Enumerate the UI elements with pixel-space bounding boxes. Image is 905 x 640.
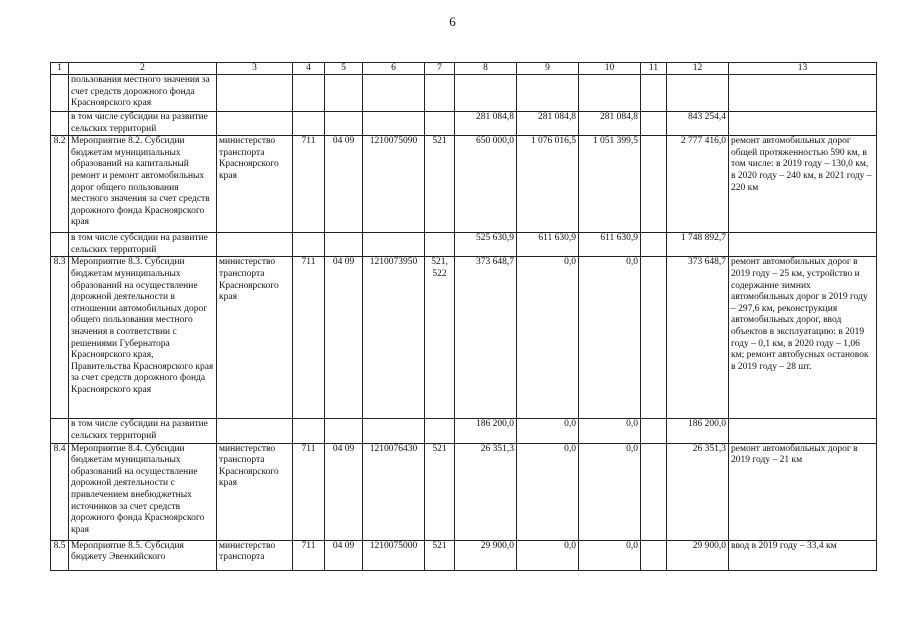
table-body: [51, 63, 877, 571]
expected-result-cell: ремонт автомобильных дорог общей протяженностью 590 км, в том числе: в 2019 году – 130,0 км, в 2020 году – 240 км, в 2021 году – 220 км: [729, 136, 877, 233]
column-header: 11: [641, 63, 667, 75]
column-header: 6: [363, 63, 425, 75]
code-expense-cell: [425, 75, 455, 112]
amount-2021-cell: 281 084,8: [579, 112, 641, 136]
column-header: 9: [517, 63, 579, 75]
code-section-cell: 04 09: [325, 136, 363, 233]
column-11-cell: [641, 540, 667, 570]
code-section-cell: 04 09: [325, 443, 363, 540]
executor-cell: министерство транспорта Красноярского края: [217, 257, 293, 419]
row-number-cell: 8.2: [51, 136, 69, 233]
amount-2021-cell: 1 051 399,5: [579, 136, 641, 233]
amount-2021-cell: 0,0: [579, 257, 641, 419]
amount-2021-cell: [579, 75, 641, 112]
amount-2020-cell: 611 630,9: [517, 233, 579, 257]
executor-cell: [217, 233, 293, 257]
table-row: [51, 233, 877, 257]
amount-2020-cell: 1 076 016,5: [517, 136, 579, 233]
amount-total-cell: 186 200,0: [667, 419, 729, 443]
column-header: 8: [455, 63, 517, 75]
amount-2020-cell: 0,0: [517, 540, 579, 570]
code-target-cell: 1210075000: [363, 540, 425, 570]
column-header: 2: [69, 63, 217, 75]
amount-total-cell: [667, 75, 729, 112]
table-row: [51, 443, 877, 540]
code-grbs-cell: [293, 233, 325, 257]
code-target-cell: [363, 419, 425, 443]
table-row: [51, 136, 877, 233]
executor-cell: [217, 75, 293, 112]
column-11-cell: [641, 257, 667, 419]
code-grbs-cell: 711: [293, 136, 325, 233]
table-row: [51, 75, 877, 112]
table-row: [51, 257, 877, 419]
column-header: 3: [217, 63, 293, 75]
code-expense-cell: [425, 419, 455, 443]
column-header: 7: [425, 63, 455, 75]
column-header: 5: [325, 63, 363, 75]
code-grbs-cell: [293, 419, 325, 443]
row-number-cell: [51, 419, 69, 443]
code-grbs-cell: 711: [293, 443, 325, 540]
code-section-cell: 04 09: [325, 257, 363, 419]
amount-2019-cell: 281 084,8: [455, 112, 517, 136]
column-11-cell: [641, 136, 667, 233]
amount-2021-cell: 0,0: [579, 419, 641, 443]
header-row: [51, 63, 877, 75]
code-target-cell: 1210076430: [363, 443, 425, 540]
executor-cell: министерство транспорта Красноярского края: [217, 443, 293, 540]
activity-name-cell: Мероприятие 8.3. Субсидии бюджетам муниципальных образований на осуществление дорожной деятельности в отношении автомобильных дорог общего пользования местного значения в соответствии с решениями Губернатора Красноярского края, Правительства Красноярского края за счет средств дорожного фонда Красноярского края: [69, 257, 217, 419]
row-number-cell: [51, 75, 69, 112]
amount-total-cell: 1 748 892,7: [667, 233, 729, 257]
code-target-cell: 1210073950: [363, 257, 425, 419]
code-section-cell: [325, 419, 363, 443]
column-11-cell: [641, 112, 667, 136]
executor-cell: [217, 112, 293, 136]
expected-result-cell: [729, 419, 877, 443]
amount-2019-cell: 26 351,3: [455, 443, 517, 540]
activity-name-cell: Мероприятие 8.2. Субсидии бюджетам муниципальных образований на капитальный ремонт и ремонт автомобильных дорог общего пользования местного значения за счет средств дорожного фонда Красноярского края: [69, 136, 217, 233]
column-header: 1: [51, 63, 69, 75]
amount-2019-cell: 373 648,7: [455, 257, 517, 419]
row-number-cell: 8.4: [51, 443, 69, 540]
activity-name-cell: в том числе субсидии на развитие сельских территорий: [69, 419, 217, 443]
executor-cell: [217, 419, 293, 443]
column-11-cell: [641, 233, 667, 257]
code-section-cell: [325, 112, 363, 136]
code-section-cell: [325, 75, 363, 112]
column-header: 13: [729, 63, 877, 75]
code-expense-cell: [425, 233, 455, 257]
code-grbs-cell: [293, 75, 325, 112]
row-number-cell: 8.5: [51, 540, 69, 570]
activity-name-cell: в том числе субсидии на развитие сельских территорий: [69, 233, 217, 257]
amount-2019-cell: 29 900,0: [455, 540, 517, 570]
program-table: [50, 62, 877, 571]
expected-result-cell: ввод в 2019 году – 33,4 км: [729, 540, 877, 570]
executor-cell: министерство транспорта Красноярского края: [217, 136, 293, 233]
table-row: [51, 112, 877, 136]
code-target-cell: [363, 75, 425, 112]
code-grbs-cell: 711: [293, 540, 325, 570]
code-expense-cell: 521: [425, 540, 455, 570]
activity-name-cell: Мероприятие 8.5. Субсидия бюджету Эвенкийского: [69, 540, 217, 570]
code-expense-cell: 521: [425, 443, 455, 540]
amount-2019-cell: [455, 75, 517, 112]
amount-total-cell: 2 777 416,0: [667, 136, 729, 233]
row-number-cell: [51, 233, 69, 257]
row-number-cell: [51, 112, 69, 136]
code-expense-cell: 521: [425, 136, 455, 233]
column-11-cell: [641, 443, 667, 540]
expected-result-cell: [729, 112, 877, 136]
column-11-cell: [641, 75, 667, 112]
activity-name-cell: пользования местного значения за счет средств дорожного фонда Красноярского края: [69, 75, 217, 112]
code-target-cell: [363, 112, 425, 136]
activity-name-cell: в том числе субсидии на развитие сельских территорий: [69, 112, 217, 136]
amount-2020-cell: 0,0: [517, 443, 579, 540]
table-row: [51, 419, 877, 443]
amount-2020-cell: [517, 75, 579, 112]
code-section-cell: [325, 233, 363, 257]
amount-2020-cell: 281 084,8: [517, 112, 579, 136]
amount-total-cell: 26 351,3: [667, 443, 729, 540]
amount-2021-cell: 611 630,9: [579, 233, 641, 257]
expected-result-cell: [729, 75, 877, 112]
code-expense-cell: [425, 112, 455, 136]
amount-2021-cell: 0,0: [579, 540, 641, 570]
amount-2020-cell: 0,0: [517, 257, 579, 419]
column-header: 12: [667, 63, 729, 75]
code-expense-cell: 521, 522: [425, 257, 455, 419]
page-number: 6: [449, 14, 456, 29]
expected-result-cell: ремонт автомобильных дорог в 2019 году – 21 км: [729, 443, 877, 540]
executor-cell: министерство транспорта: [217, 540, 293, 570]
code-grbs-cell: [293, 112, 325, 136]
column-11-cell: [641, 419, 667, 443]
code-section-cell: 04 09: [325, 540, 363, 570]
table-row: [51, 540, 877, 570]
amount-total-cell: 373 648,7: [667, 257, 729, 419]
amount-2020-cell: 0,0: [517, 419, 579, 443]
column-header: 10: [579, 63, 641, 75]
code-grbs-cell: 711: [293, 257, 325, 419]
amount-total-cell: 843 254,4: [667, 112, 729, 136]
activity-name-cell: Мероприятие 8.4. Субсидии бюджетам муниципальных образований на осуществление дорожной деятельности с привлечением внебюджетных источников за счет средств дорожного фонда Красноярского края: [69, 443, 217, 540]
expected-result-cell: [729, 233, 877, 257]
column-header: 4: [293, 63, 325, 75]
amount-total-cell: 29 900,0: [667, 540, 729, 570]
code-target-cell: [363, 233, 425, 257]
amount-2019-cell: 186 200,0: [455, 419, 517, 443]
row-number-cell: 8.3: [51, 257, 69, 419]
amount-2019-cell: 525 630,9: [455, 233, 517, 257]
expected-result-cell: ремонт автомобильных дорог в 2019 году – 25 км, устройство и содержание зимних автомобильных дорог в 2019 году – 297,6 км, реконструкция автомобильных дорог, ввод объектов в эксплуатацию: в 2019 году – 0,1 км, в 2020 году – 1,06 км; ремонт автобусных остановок в 2019 году – 28 шт.: [729, 257, 877, 419]
amount-2021-cell: 0,0: [579, 443, 641, 540]
amount-2019-cell: 650 000,0: [455, 136, 517, 233]
code-target-cell: 1210075090: [363, 136, 425, 233]
